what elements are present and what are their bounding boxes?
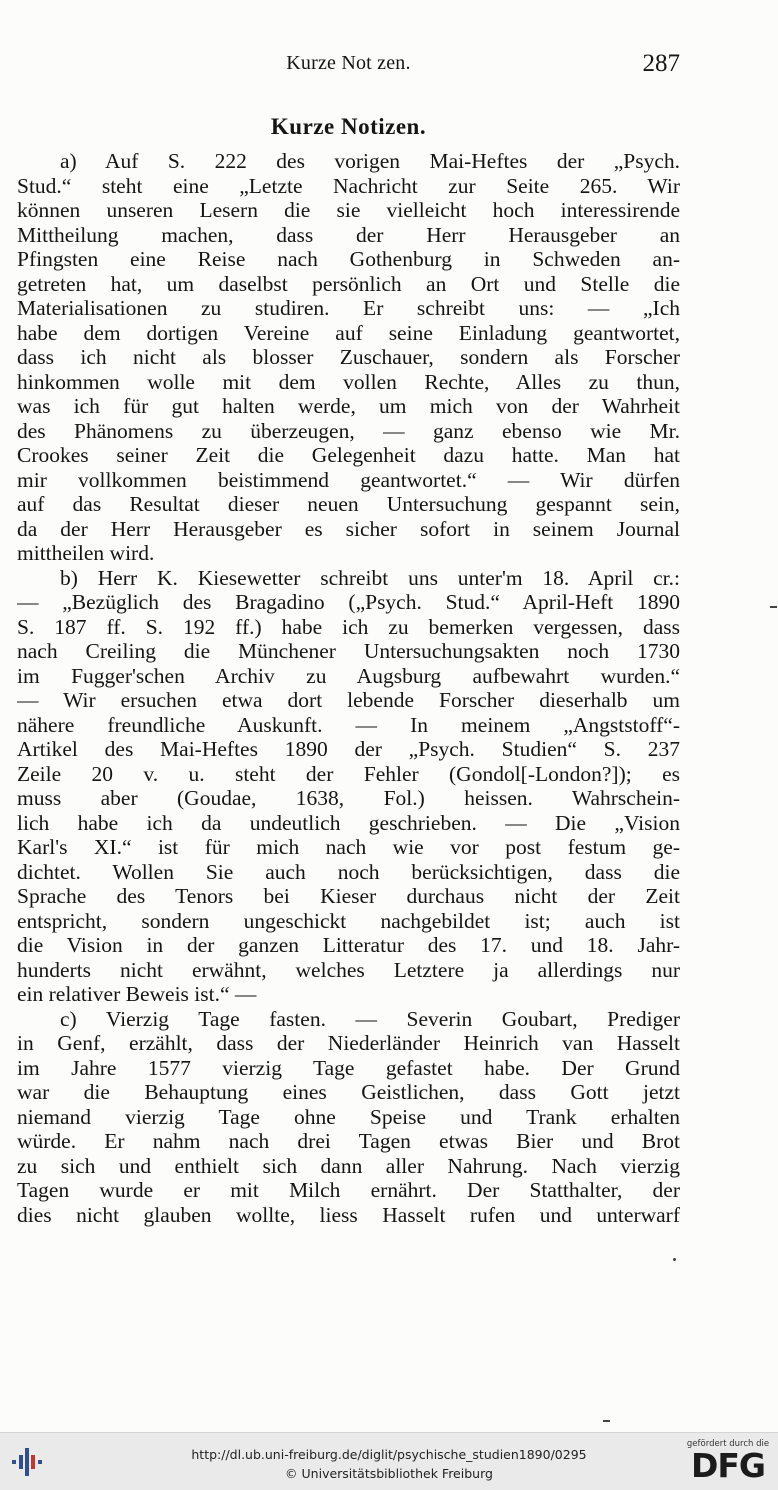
text-line: was ich für gut halten werde, um mich von der Wahrheit — [17, 394, 680, 418]
text-line: — „Bezüglich des Bragadino („Psych. Stud.“ April-Heft 1890 — [17, 590, 680, 614]
section-title: Kurze Notizen. — [270, 114, 427, 139]
text-line: Karl's XI.“ ist für mich nach wie vor post festum ge- — [17, 835, 680, 859]
text-line: — Wir ersuchen etwa dort lebende Forscher dieserhalb um — [17, 688, 680, 712]
text-line: a) Auf S. 222 des vorigen Mai-Heftes der „Psych. — [60, 149, 680, 173]
text-line: Zeile 20 v. u. steht der Fehler (Gondol[-London?]); es — [17, 761, 680, 786]
text-line: entspricht, sondern ungeschickt nachgebildet ist; auch ist — [17, 908, 680, 933]
scan-margin-mark — [673, 1258, 676, 1261]
text-line: hunderts nicht erwähnt, welches Letztere ja allerdings nur — [17, 957, 680, 982]
article-body — [17, 149, 680, 1227]
text-line: Crookes seiner Zeit die Gelegenheit dazu hatte. Man hat — [17, 443, 680, 467]
text-line: Tagen wurde er mit Milch ernährt. Der Statthalter, der — [17, 1178, 680, 1202]
copyright-notice: © Universitätsbibliothek Freiburg — [285, 1466, 493, 1481]
text-line: mittheilen wird. — [17, 541, 155, 565]
text-line: können unseren Lesern die sie vielleicht hoch interessirende — [17, 198, 680, 222]
source-url-link[interactable]: http://dl.ub.uni-freiburg.de/diglit/psychische_studien1890/0295 — [191, 1447, 587, 1462]
scan-margin-mark — [603, 1420, 610, 1422]
text-line: nach Creiling die Münchener Untersuchungsakten noch 1730 — [17, 639, 680, 663]
text-line: muss aber (Goudae, 1638, Fol.) heissen. Wahrschein- — [17, 786, 680, 810]
text-line: lich habe ich da undeutlich geschrieben. — Die „Vision — [17, 810, 680, 835]
text-line: die Vision in der ganzen Litteratur des 17. und 18. Jahr- — [17, 933, 680, 957]
text-line: Stud.“ steht eine „Letzte Nachricht zur Seite 265. Wir — [17, 173, 680, 198]
text-line: c) Vierzig Tage fasten. — Severin Goubart, Prediger — [60, 1006, 680, 1031]
text-line: nähere freundliche Auskunft. — In meinem „Angststoff“- — [17, 712, 680, 737]
text-line: dichtet. Wollen Sie auch noch berücksichtigen, dass die — [17, 859, 680, 884]
text-line: Artikel des Mai-Heftes 1890 der „Psych. Studien“ S. 237 — [17, 737, 680, 761]
running-title: Kurze Not zen. — [286, 52, 411, 74]
text-line: b) Herr K. Kiesewetter schreibt uns unter'm 18. April cr.: — [60, 565, 680, 590]
page-number: 287 — [642, 50, 680, 77]
text-line: zu sich und enthielt sich dann aller Nahrung. Nach vierzig — [17, 1153, 680, 1178]
text-line: hinkommen wolle mit dem vollen Rechte, Alles zu thun, — [17, 369, 680, 394]
text-line: würde. Er nahm nach drei Tagen etwas Bier und Brot — [17, 1129, 680, 1153]
text-line: im Fugger'schen Archiv zu Augsburg aufbewahrt wurden.“ — [17, 663, 680, 688]
text-line: getreten hat, um daselbst persönlich an Ort und Stelle die — [17, 271, 680, 296]
scan-margin-mark — [770, 606, 777, 608]
text-line: Mittheilung machen, dass der Herr Herausgeber an — [17, 222, 680, 247]
funder-logo — [686, 1439, 770, 1485]
text-line: Pfingsten eine Reise nach Gothenburg in Schweden an- — [17, 247, 680, 271]
digital-library-footer — [0, 1432, 778, 1490]
text-line: habe dem dortigen Vereine auf seine Einladung geantwortet, — [17, 320, 680, 345]
text-line: im Jahre 1577 vierzig Tage gefastet habe. Der Grund — [17, 1055, 680, 1080]
text-line: niemand vierzig Tage ohne Speise und Trank erhalten — [17, 1104, 680, 1129]
funder-caption: gefördert durch die — [686, 1439, 770, 1449]
text-line: mir vollkommen beistimmend geantwortet.“ — Wir dürfen — [17, 467, 680, 492]
dfg-logo: DFG — [690, 1446, 766, 1485]
running-head — [17, 50, 680, 82]
text-line: dies nicht glauben wollte, liess Hasselt rufen und unterwarf — [17, 1202, 680, 1227]
text-line: auf das Resultat dieser neuen Untersuchung gespannt sein, — [17, 492, 680, 516]
text-line: Materialisationen zu studiren. Er schreibt uns: — „Ich — [17, 296, 680, 320]
text-line: des Phänomens zu überzeugen, — ganz ebenso wie Mr. — [17, 418, 680, 443]
text-line: in Genf, erzählt, dass der Niederländer Heinrich van Hasselt — [17, 1031, 680, 1055]
text-line: ein relativer Beweis ist.“ — — [17, 982, 257, 1006]
text-line: da der Herr Herausgeber es sicher sofort in seinem Journal — [17, 516, 680, 541]
text-line: Sprache des Tenors bei Kieser durchaus nicht der Zeit — [17, 884, 680, 908]
text-line: dass ich nicht als blosser Zuschauer, sondern als Forscher — [17, 345, 680, 369]
text-line: war die Behauptung eines Geistlichen, dass Gott jetzt — [17, 1080, 680, 1104]
text-line: S. 187 ff. S. 192 ff.) habe ich zu bemerken vergessen, dass — [17, 614, 680, 639]
